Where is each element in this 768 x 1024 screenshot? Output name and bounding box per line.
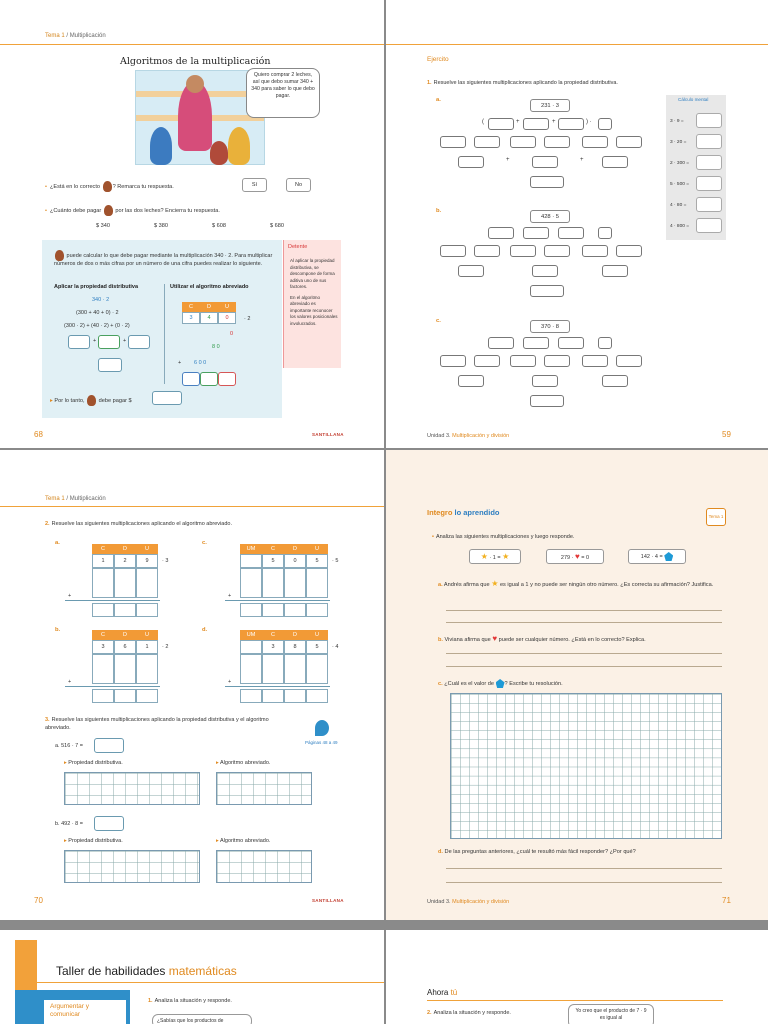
question-c: c. ¿Cuál es el valor de ? Escribe tu resolución.	[438, 680, 563, 687]
blank[interactable]	[532, 156, 558, 168]
digit-cell: 5	[306, 640, 328, 654]
conclusion-line: ▸ Por lo tanto, debe pagar $	[50, 395, 132, 406]
digit-cell: 1	[92, 554, 114, 568]
place-header: UM	[240, 544, 262, 554]
plus-sign: +	[93, 338, 97, 344]
plus-sign: +	[68, 593, 72, 599]
answer-box[interactable]	[94, 738, 124, 753]
place-header: U	[218, 302, 236, 312]
work-area[interactable]	[114, 654, 136, 684]
factor: · 3	[162, 558, 169, 564]
price-option[interactable]: $ 680	[270, 223, 284, 229]
question-1: • ¿Está en lo correcto ? Remarca tu respuesta.	[45, 181, 174, 192]
work-grid[interactable]	[450, 693, 722, 839]
blank[interactable]	[544, 355, 570, 367]
factor: · 2	[162, 644, 169, 650]
blank[interactable]	[598, 337, 612, 349]
unit-footer: Unidad 3. Multiplicación y división	[427, 433, 510, 439]
plus: +	[516, 119, 520, 125]
speech-bubble: Yo creo que el producto de 7 · 9 es igual al	[568, 1004, 654, 1024]
calc-row: 3 · 9 =	[670, 119, 684, 124]
lesson-text: puede calcular lo que debe pagar mediante la multiplicación 340 · 2. Para multiplicar números de dos o más cifras por un número de una cifra puedes realizar lo siguiente.	[54, 250, 278, 269]
digit-cell: 9	[136, 554, 158, 568]
result-cell[interactable]	[136, 689, 158, 703]
blank[interactable]	[488, 337, 514, 349]
blank[interactable]	[532, 375, 558, 387]
equation-3: 142 · 4 =	[628, 549, 686, 564]
plus: +	[580, 157, 584, 163]
page-69	[386, 0, 768, 448]
blank[interactable]	[582, 355, 608, 367]
no-option[interactable]: No	[286, 178, 311, 192]
expression: 231 · 3	[530, 99, 570, 112]
result-cell[interactable]	[136, 603, 158, 617]
work-area[interactable]	[240, 654, 262, 684]
result-cell[interactable]	[114, 689, 136, 703]
partial-units: 0	[230, 331, 234, 337]
plus-sign: +	[68, 679, 72, 685]
place-header: C	[182, 302, 200, 312]
section-title: Integro lo aprendido	[427, 508, 500, 517]
work-area[interactable]	[114, 568, 136, 598]
blank[interactable]	[488, 118, 514, 130]
blank[interactable]	[523, 118, 549, 130]
equation-2: 279 · ♥ = 0	[546, 549, 604, 564]
total-blank[interactable]	[530, 285, 564, 297]
plus: +	[506, 157, 510, 163]
digit-cell	[240, 554, 262, 568]
equation-1: ★ · 1 = ★	[469, 549, 521, 564]
unit-footer: Unidad 3. Multiplicación y división	[427, 899, 510, 905]
place-header: C	[262, 630, 284, 640]
yes-option[interactable]: Sí	[242, 178, 267, 192]
work-area[interactable]	[262, 654, 284, 684]
question-a: a. Andrés afirma que ★ es igual a 1 y no puede ser ningún otro número. ¿Es correcta su afirmación? Justifica.	[438, 579, 714, 588]
page-70	[0, 450, 384, 920]
work-area[interactable]	[306, 654, 328, 684]
blank[interactable]	[582, 245, 608, 257]
title-rule	[37, 982, 384, 983]
blank[interactable]	[458, 156, 484, 168]
blank[interactable]	[616, 245, 642, 257]
character-face-icon	[103, 181, 112, 192]
blank[interactable]	[510, 355, 536, 367]
exercise-b: b. 492 · 8 =	[55, 821, 83, 827]
result-cell[interactable]	[92, 689, 114, 703]
page-title: Algoritmos de la multiplicación	[120, 56, 271, 67]
math-step-2: (300 + 40 + 0) · 2	[76, 310, 119, 316]
alg-label: ▸ Algoritmo abreviado.	[216, 838, 271, 844]
header-rule	[386, 44, 768, 45]
answer-line[interactable]	[446, 622, 722, 623]
price-option[interactable]: $ 608	[212, 223, 226, 229]
topic-header: Tema 1 / Multiplicación	[45, 496, 106, 502]
pages-reference: Páginas 48 a 49	[305, 740, 338, 745]
calc-answer[interactable]	[696, 218, 722, 233]
place-header: U	[136, 630, 158, 640]
page-number: 71	[722, 896, 731, 905]
answer-line[interactable]	[446, 653, 722, 654]
place-header: D	[284, 630, 306, 640]
item-letter: c.	[436, 318, 441, 324]
column-divider	[164, 284, 165, 384]
answer-line[interactable]	[446, 882, 722, 883]
work-area[interactable]	[284, 568, 306, 598]
result-cell[interactable]	[240, 603, 262, 617]
math-step-1: 340 · 2	[92, 297, 110, 303]
calc-answer[interactable]	[696, 197, 722, 212]
instruction-2: 2. Resuelve las siguientes multiplicaciones aplicando el algoritmo abreviado.	[45, 521, 232, 527]
digit-cell: 6	[114, 640, 136, 654]
work-area[interactable]	[306, 568, 328, 598]
detente-text: Al aplicar la propiedad distributiva, se descompone de forma aditiva uno de sus factores. En el algoritmo abreviado es importante reconocer los valores posicionales involucrados.	[290, 258, 338, 326]
result-cell[interactable]	[262, 603, 284, 617]
item-letter: b.	[436, 208, 442, 214]
blank[interactable]	[440, 355, 466, 367]
item-letter: d.	[202, 627, 208, 633]
blank[interactable]	[523, 227, 549, 239]
blank[interactable]	[602, 265, 628, 277]
blank[interactable]	[616, 355, 642, 367]
factor: · 5	[332, 558, 339, 564]
place-header: D	[114, 544, 136, 554]
blank[interactable]	[602, 375, 628, 387]
item-letter: c.	[202, 540, 207, 546]
work-area[interactable]	[92, 568, 114, 598]
plus-sign: +	[123, 338, 127, 344]
digit-cell: 2	[114, 554, 136, 568]
header-rule	[0, 44, 384, 45]
place-header: C	[92, 544, 114, 554]
plus-sign: +	[228, 679, 232, 685]
item-letter: a.	[436, 97, 441, 103]
topic-header: Tema 1 / Multiplicación	[45, 33, 106, 39]
speech-bubble: Quiero comprar 2 leches, así que debo sumar 340 + 340 para saber lo que debo pagar.	[246, 68, 320, 118]
price-option[interactable]: $ 340	[96, 223, 110, 229]
character-face-icon	[104, 205, 113, 216]
calc-answer[interactable]	[696, 155, 722, 170]
child-figure	[228, 127, 250, 165]
result-cell[interactable]	[92, 603, 114, 617]
expression: 428 · 5	[530, 210, 570, 223]
digit-cell: 5	[306, 554, 328, 568]
calc-row: 4 · 80 =	[670, 203, 687, 208]
result-cell[interactable]	[284, 689, 306, 703]
answer-line[interactable]	[446, 666, 722, 667]
blank[interactable]	[602, 156, 628, 168]
result-cell[interactable]	[284, 603, 306, 617]
blank[interactable]	[544, 245, 570, 257]
answer-box[interactable]	[68, 335, 90, 349]
blank[interactable]	[523, 337, 549, 349]
question-d: d. De las preguntas anteriores, ¿cuál te resultó más fácil responder? ¿Por qué?	[438, 849, 636, 855]
blank[interactable]	[474, 355, 500, 367]
answer-line[interactable]	[446, 868, 722, 869]
star-icon: ★	[491, 579, 499, 588]
page-number: 59	[722, 430, 731, 439]
total-blank[interactable]	[530, 395, 564, 407]
section-title: Ahora tú	[427, 988, 458, 997]
plus-sign: +	[178, 360, 182, 366]
digit-cell: 0	[218, 312, 236, 324]
character-face-icon	[55, 250, 64, 261]
blank[interactable]	[488, 227, 514, 239]
factor: · 4	[332, 644, 339, 650]
blank[interactable]	[474, 245, 500, 257]
paren: (	[482, 119, 484, 125]
place-header: C	[262, 544, 284, 554]
answer-box[interactable]	[94, 816, 124, 831]
instruction-3: 3. Resuelve las siguientes multiplicaciones aplicando la propiedad distributiva y el algoritmo abreviado.	[45, 717, 269, 731]
work-area[interactable]	[240, 568, 262, 598]
question-1: 1. Analiza la situación y responde.	[148, 998, 232, 1004]
question-2: 2. Analiza la situación y responde.	[427, 1010, 511, 1016]
result-cell[interactable]	[262, 689, 284, 703]
answer-box[interactable]	[128, 335, 150, 349]
page-number: 70	[34, 896, 43, 905]
sum-line	[65, 600, 160, 601]
result-cell[interactable]	[306, 603, 328, 617]
pentagon-icon	[664, 552, 673, 561]
partial-hundreds: 6 0 0	[194, 360, 207, 366]
speech-bubble: ¿Sabías que los productos de	[152, 1014, 252, 1024]
blank[interactable]	[558, 227, 584, 239]
blank[interactable]	[582, 136, 608, 148]
result-cell[interactable]	[114, 603, 136, 617]
plus: +	[552, 119, 556, 125]
algorithm-heading: Utilizar el algoritmo abreviado	[170, 284, 249, 290]
calc-row: 5 · 500 =	[670, 182, 690, 187]
sum-line	[225, 600, 330, 601]
blank[interactable]	[510, 245, 536, 257]
result-cell[interactable]	[306, 689, 328, 703]
section-title: Ejercito	[427, 56, 449, 63]
star-icon: ★	[480, 552, 488, 561]
calc-answer[interactable]	[696, 134, 722, 149]
multiplier: · 2	[244, 316, 251, 322]
prop-label: ▸ Propiedad distributiva.	[64, 760, 123, 766]
digit-cell	[240, 640, 262, 654]
exercise-a: a. 516 · 7 =	[55, 743, 83, 749]
place-header: U	[136, 544, 158, 554]
answer-cell[interactable]	[200, 372, 218, 386]
expression: 370 · 8	[530, 320, 570, 333]
item-letter: a.	[55, 540, 60, 546]
work-area[interactable]	[262, 568, 284, 598]
publisher-logo: SANTILLANA	[312, 898, 344, 903]
partial-tens: 8 0	[212, 344, 220, 350]
blank[interactable]	[440, 136, 466, 148]
blank[interactable]	[458, 265, 484, 277]
digit-cell: 3	[182, 312, 200, 324]
publisher-logo: SANTILLANA	[312, 432, 344, 437]
distributive-heading: Aplicar la propiedad distributiva	[54, 284, 139, 290]
digit-cell: 1	[136, 640, 158, 654]
place-header: D	[284, 544, 306, 554]
blank[interactable]	[616, 136, 642, 148]
blank[interactable]	[558, 118, 584, 130]
digit-cell: 3	[262, 640, 284, 654]
total-box[interactable]	[98, 358, 122, 372]
vendor-head	[186, 75, 204, 93]
place-header: D	[200, 302, 218, 312]
detente-sidebar	[283, 240, 341, 368]
calc-row: 3 · 20 =	[670, 140, 687, 145]
topic-badge: Tema 1	[706, 508, 726, 526]
work-grid[interactable]	[64, 772, 200, 805]
paren: ) ·	[586, 119, 592, 125]
work-grid[interactable]	[216, 850, 312, 883]
prop-label: ▸ Propiedad distributiva.	[64, 838, 123, 844]
location-pin-icon	[315, 720, 329, 736]
result-cell[interactable]	[240, 689, 262, 703]
place-header: UM	[240, 630, 262, 640]
alg-label: ▸ Algoritmo abreviado.	[216, 760, 271, 766]
digit-cell: 0	[284, 554, 306, 568]
total-blank[interactable]	[530, 176, 564, 188]
heart-icon: ♥	[492, 634, 498, 643]
item-letter: b.	[55, 627, 61, 633]
page-71	[386, 450, 768, 920]
digit-cell: 5	[262, 554, 284, 568]
blank[interactable]	[532, 265, 558, 277]
answer-box[interactable]	[98, 335, 120, 349]
digit-cell: 4	[200, 312, 218, 324]
digit-cell: 3	[92, 640, 114, 654]
work-grid[interactable]	[64, 850, 200, 883]
blank[interactable]	[558, 337, 584, 349]
work-area[interactable]	[284, 654, 306, 684]
blank[interactable]	[598, 227, 612, 239]
calc-row: 2 · 300 =	[670, 161, 690, 166]
place-header: C	[92, 630, 114, 640]
skill-label: Argumentar y comunicar	[44, 1000, 126, 1024]
page-68	[0, 0, 384, 448]
child-figure	[150, 127, 172, 165]
blank[interactable]	[544, 136, 570, 148]
pentagon-icon	[496, 679, 505, 688]
work-area[interactable]	[136, 654, 158, 684]
final-answer-box[interactable]	[152, 391, 182, 405]
question-2: • ¿Cuánto debe pagar por las dos leches? Encierra tu respuesta.	[45, 205, 220, 216]
blank[interactable]	[440, 245, 466, 257]
plus-sign: +	[228, 593, 232, 599]
blank[interactable]	[510, 136, 536, 148]
place-header: U	[306, 630, 328, 640]
calc-answer[interactable]	[696, 176, 722, 191]
work-area[interactable]	[136, 568, 158, 598]
digit-cell: 8	[284, 640, 306, 654]
work-area[interactable]	[92, 654, 114, 684]
work-grid[interactable]	[216, 772, 312, 805]
place-header: D	[114, 630, 136, 640]
character-face-icon	[87, 395, 96, 406]
blank[interactable]	[598, 118, 612, 130]
calc-answer[interactable]	[696, 113, 722, 128]
detente-title: Detente	[288, 244, 308, 250]
star-icon: ★	[502, 552, 510, 561]
intro: • Analiza las siguientes multiplicaciones y luego responde.	[432, 534, 575, 540]
answer-line[interactable]	[446, 610, 722, 611]
price-option[interactable]: $ 380	[154, 223, 168, 229]
math-step-3: (300 · 2) + (40 · 2) + (0 · 2)	[64, 323, 130, 329]
page-title: Taller de habilidades matemáticas	[56, 964, 237, 978]
mental-calc-title: Cálculo mental	[678, 97, 709, 102]
sum-line	[65, 686, 160, 687]
heart-icon: ♥	[574, 552, 580, 561]
blank[interactable]	[474, 136, 500, 148]
header-rule	[0, 506, 384, 507]
answer-cell[interactable]	[182, 372, 200, 386]
place-header: U	[306, 544, 328, 554]
mental-calc-sidebar	[666, 95, 726, 240]
answer-cell[interactable]	[218, 372, 236, 386]
sum-line	[225, 686, 330, 687]
question-b: b. Viviana afirma que ♥ puede ser cualquier número. ¿Está en lo correcto? Explica.	[438, 634, 646, 643]
calc-row: 4 · 800 =	[670, 224, 690, 229]
blank[interactable]	[458, 375, 484, 387]
title-rule	[427, 1000, 723, 1001]
child-figure	[210, 141, 228, 165]
page-number: 68	[34, 430, 43, 439]
instruction: 1. Resuelve las siguientes multiplicaciones aplicando la propiedad distributiva.	[427, 80, 618, 86]
